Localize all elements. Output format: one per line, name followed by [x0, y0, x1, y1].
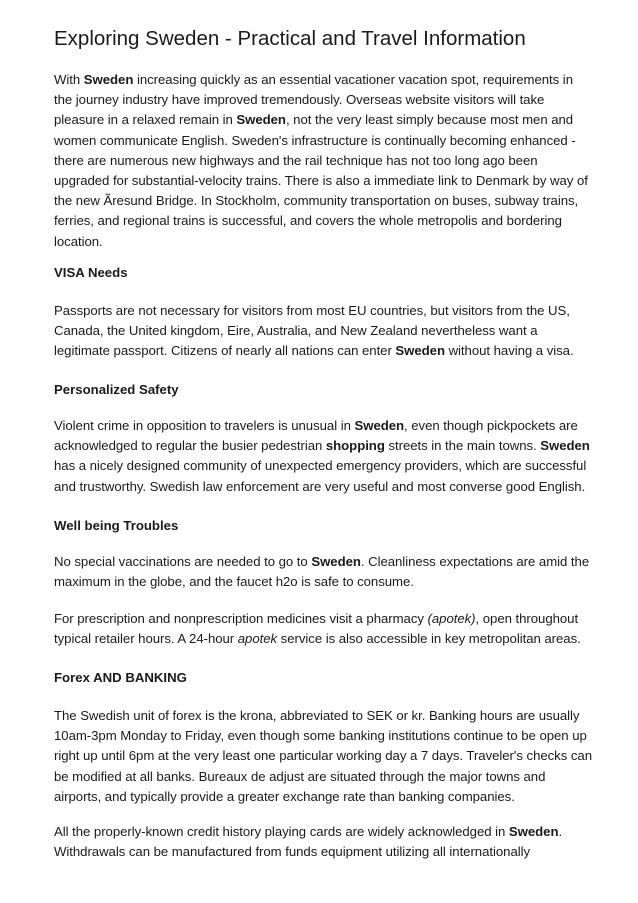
text-line: Canada, the United kingdom, Eire, Australia, and New Zealand nevertheless want a [54, 323, 538, 339]
text-line: has a nicely designed community of unexpected emergency providers, which are successful [54, 458, 587, 474]
text-line: there are numerous new highways and the rail technique has not too long ago been [54, 152, 538, 168]
health-heading: Well being Troubles [54, 518, 179, 533]
safety-heading: Personalized Safety [54, 382, 179, 397]
text-line: Withdrawals can be manufactured from funds equipment utilizing all internationally [54, 844, 531, 860]
text-line: The Swedish unit of forex is the krona, abbreviated to SEK or kr. Banking hours are usually [54, 708, 580, 723]
text-line: be modified at all banks. Bureaux de adjust are situated through the major towns and [54, 768, 546, 784]
bold-keyword: Sweden [354, 418, 405, 433]
text-line: women communicate English. Sweden's infrastructure is continually becoming enhanced - [54, 132, 576, 148]
text-line: acknowledged to regular the busier pedestrian shopping streets in the main towns. Sweden [54, 438, 590, 454]
text-line: pleasure in a relaxed remain in Sweden, not the very least simply because most men and [54, 112, 574, 128]
bold-keyword: Sweden [311, 554, 361, 569]
bold-keyword: Sweden [508, 824, 559, 839]
forex-paragraph-2 [54, 822, 594, 862]
visa-heading: VISA Needs [54, 265, 128, 280]
text-line: right up until 6pm at the very least one particular working day a 7 days. Traveler's checks can [54, 748, 592, 764]
italic-term: apotek [237, 631, 278, 647]
text-line: location. [54, 233, 103, 249]
health-paragraph-2 [54, 609, 594, 649]
bold-keyword: Sweden [83, 72, 134, 87]
bold-keyword: Sweden [236, 112, 286, 128]
text-line: With Sweden increasing quickly as an essential vacationer vacation spot, requirements in [54, 72, 573, 87]
bold-keyword: Sweden [395, 343, 445, 359]
text-line: upgraded for substantial-velocity trains. There is also a immediate link to Denmark by way of [54, 172, 588, 188]
text-line: For prescription and nonprescription medicines visit a pharmacy (apotek), open throughout [54, 611, 579, 626]
text-line: legitimate passport. Citizens of nearly all nations can enter Sweden without having a visa. [54, 343, 574, 359]
text-line: airports, and typically provide a greater exchange rate than banking companies. [54, 788, 515, 804]
text-line: and trustworthy. Swedish law enforcement are very useful and most converse good English. [54, 478, 586, 494]
forex-paragraph-1 [54, 706, 594, 807]
intro-paragraph [54, 70, 594, 252]
italic-term: (apotek) [427, 611, 476, 626]
bold-keyword: shopping [325, 438, 385, 454]
visa-paragraph [54, 301, 594, 362]
text-line: Violent crime in opposition to travelers is unusual in Sweden, even though pickpockets are [54, 418, 578, 433]
health-paragraph-1 [54, 552, 594, 592]
safety-paragraph [54, 416, 594, 497]
text-line: the journey industry have improved tremendously. Overseas website visitors will take [54, 92, 545, 108]
text-line: ferries, and regional trains is successful, and covers the whole metropolis and bordering [54, 213, 562, 229]
forex-heading: Forex AND BANKING [54, 670, 187, 685]
text-line: typical retailer hours. A 24-hour apotek service is also accessible in key metropolitan areas. [54, 631, 581, 647]
text-line: No special vaccinations are needed to go to Sweden. Cleanliness expectations are amid the [54, 554, 590, 569]
bold-keyword: Sweden [540, 438, 590, 454]
text-line: Passports are not necessary for visitors from most EU countries, but visitors from the US, [54, 303, 570, 318]
text-line: All the properly-known credit history playing cards are widely acknowledged in Sweden. [54, 824, 563, 839]
text-line: 10am-3pm Monday to Friday, even though some banking institutions continue to be open up [54, 728, 587, 744]
text-line: maximum in the globe, and the faucet h2o is safe to consume. [54, 574, 414, 590]
text-line: the new Ãresund Bridge. In Stockholm, community transportation on buses, subway trains, [54, 193, 579, 209]
page-title: Exploring Sweden - Practical and Travel Information [54, 27, 526, 50]
